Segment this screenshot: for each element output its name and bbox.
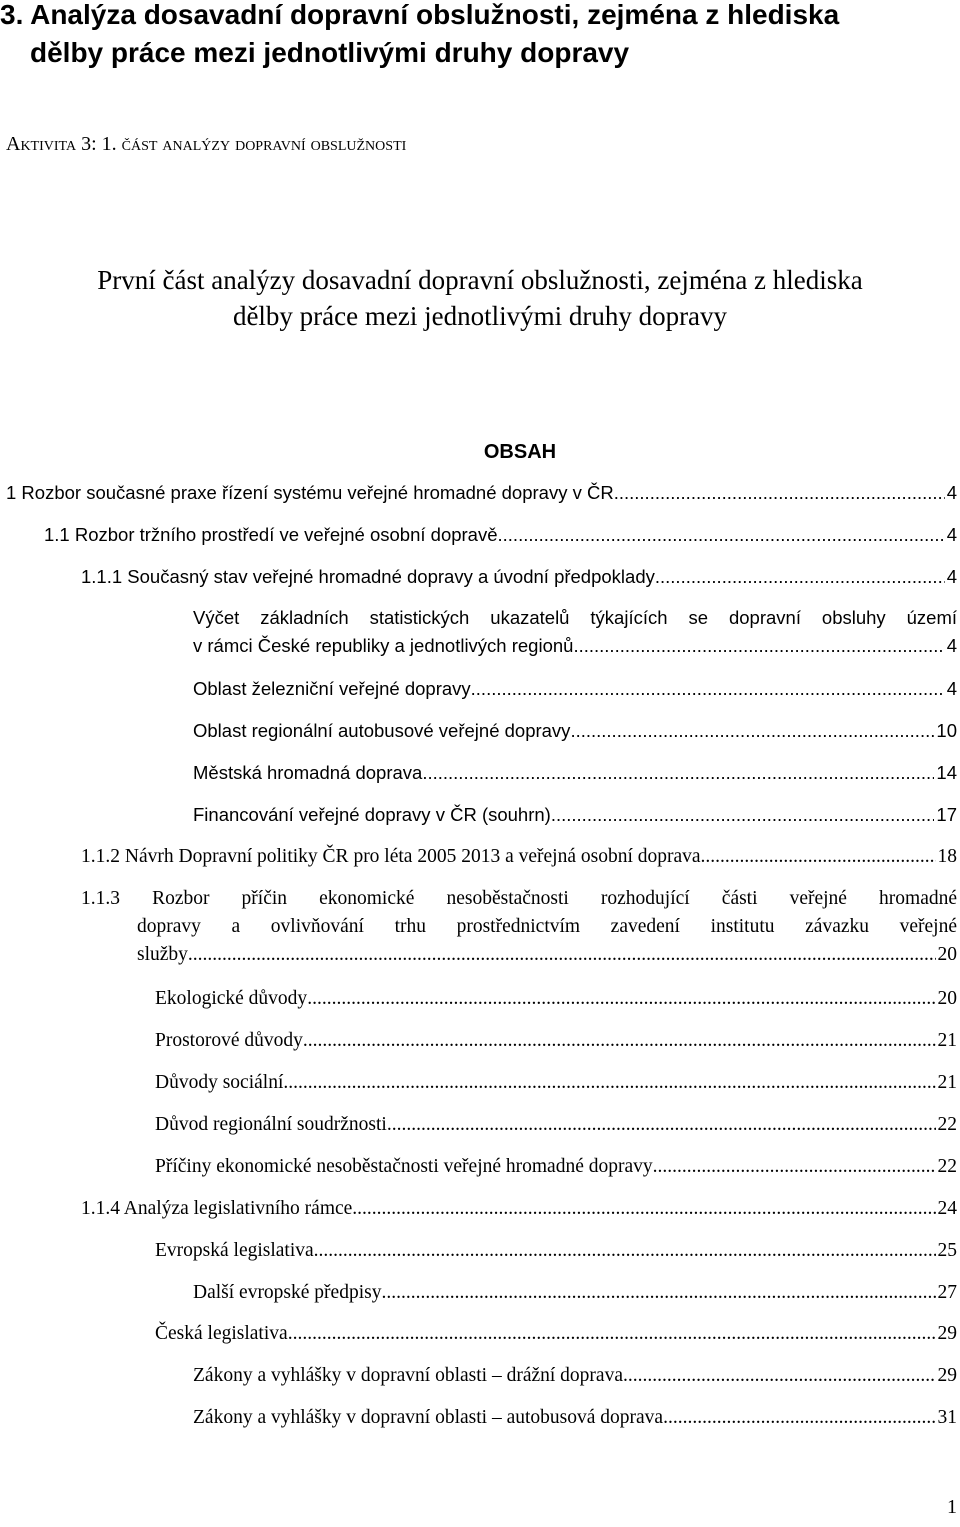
toc-entry[interactable] xyxy=(155,1111,957,1139)
toc-entry-page: 18 xyxy=(937,846,957,867)
toc-entry-text: Příčiny ekonomické nesoběstačnosti veřejné hromadné dopravy xyxy=(155,1156,653,1177)
toc-entry-text: Oblast regionální autobusové veřejné dopravy xyxy=(193,720,571,741)
toc-entry[interactable] xyxy=(81,885,957,969)
toc-entry[interactable] xyxy=(193,675,957,703)
toc-entry-page: 20 xyxy=(937,988,957,1009)
toc-entry-text: Další evropské předpisy xyxy=(193,1282,382,1303)
toc-entry-text: Česká legislativa xyxy=(155,1323,288,1344)
toc-entry-page: 21 xyxy=(937,1072,957,1093)
toc-entry-page: 22 xyxy=(937,1156,957,1177)
toc-entry-text: Evropská legislativa xyxy=(155,1240,314,1261)
toc-entry-page: 21 xyxy=(937,1030,957,1051)
toc-entry[interactable] xyxy=(81,843,957,871)
toc-entry[interactable] xyxy=(44,521,957,549)
toc-entry-page: 24 xyxy=(937,1198,957,1219)
toc-entry-text: Zákony a vyhlášky v dopravní oblasti – drážní doprava xyxy=(193,1365,623,1386)
toc-title: OBSAH xyxy=(483,441,557,463)
toc-entry-text: v rámci České republiky a jednotlivých regionů xyxy=(193,635,574,656)
document-subtitle-line-1: První část analýzy dosavadní dopravní obslužnosti, zejména z hlediska xyxy=(97,265,863,295)
toc-entry[interactable] xyxy=(193,759,957,787)
toc-entry-page: 29 xyxy=(937,1365,957,1386)
toc-entry-text: 1.1 Rozbor tržního prostředí ve veřejné osobní dopravě xyxy=(44,524,498,545)
toc-entry-page: 31 xyxy=(937,1407,957,1428)
toc-entry[interactable] xyxy=(155,985,957,1013)
toc-entry-text: 1.1.1 Současný stav veřejné hromadné dopravy a úvodní předpoklady xyxy=(81,566,655,587)
chapter-heading-line-2: dělby práce mezi jednotlivými druhy dopravy xyxy=(30,37,630,68)
toc-entry-page: 4 xyxy=(946,482,957,503)
toc-entry[interactable] xyxy=(81,563,957,591)
toc-entry[interactable] xyxy=(193,1279,957,1307)
toc-entry-text: 1.1.4 Analýza legislativního rámce xyxy=(81,1198,353,1219)
toc-entry-text: Ekologické důvody xyxy=(155,988,308,1009)
toc-entry[interactable] xyxy=(155,1320,957,1348)
toc-entry[interactable] xyxy=(193,1404,957,1432)
toc-entry[interactable] xyxy=(193,717,957,745)
toc-entry-page: 4 xyxy=(946,524,957,545)
toc-entry-text: Důvod regionální soudržnosti xyxy=(155,1114,387,1135)
toc-entry[interactable] xyxy=(193,801,957,829)
toc-entry-page: 14 xyxy=(936,762,957,783)
chapter-heading-line-1: 3. Analýza dosavadní dopravní obslužnosti, zejména z hlediska xyxy=(0,0,840,30)
toc-entry-page: 4 xyxy=(946,678,957,699)
toc-entry-page: 17 xyxy=(936,804,957,825)
toc-entry-page: 20 xyxy=(937,944,957,965)
toc-entry-text-line-1: 1.1.3 Rozbor příčin ekonomické nesoběstačnosti rozhodující části veřejné hromadné xyxy=(81,888,957,909)
toc-entry-text: Oblast železniční veřejné dopravy xyxy=(193,678,471,699)
toc-entry[interactable] xyxy=(155,1153,957,1181)
toc-entry-text: 1.1.2 Návrh Dopravní politiky ČR pro léta 2005 2013 a veřejná osobní doprava xyxy=(81,846,701,867)
toc-entry-page: 4 xyxy=(946,635,957,656)
toc-entry-text: Prostorové důvody xyxy=(155,1030,303,1051)
toc-entry-text: Městská hromadná doprava xyxy=(193,762,423,783)
toc-entry[interactable] xyxy=(81,1195,957,1223)
toc-entry[interactable] xyxy=(155,1069,957,1097)
toc-entry-page: 27 xyxy=(937,1282,957,1303)
toc-entry-text: 1 Rozbor současné praxe řízení systému veřejné hromadné dopravy v ČR xyxy=(6,482,614,503)
toc-entry-text: služby xyxy=(137,944,188,965)
toc-entry-text: Zákony a vyhlášky v dopravní oblasti – autobusová doprava xyxy=(193,1407,664,1428)
toc-entry[interactable] xyxy=(193,604,957,660)
page-number: 1 xyxy=(947,1496,957,1518)
toc-entry-page: 29 xyxy=(937,1323,957,1344)
toc-entry[interactable] xyxy=(155,1027,957,1055)
document-subtitle-line-2: dělby práce mezi jednotlivými druhy dopravy xyxy=(232,301,728,331)
toc-entry-page: 22 xyxy=(937,1114,957,1135)
toc-entry-page: 25 xyxy=(937,1240,957,1261)
toc-entry-text-line-1: Výčet základních statistických ukazatelů týkajících se dopravní obsluhy území xyxy=(193,607,957,628)
toc-entry-page: 4 xyxy=(946,566,957,587)
toc-entry[interactable] xyxy=(6,479,957,507)
toc-entry-page: 10 xyxy=(936,720,957,741)
toc-entry-text: Důvody sociální xyxy=(155,1072,284,1093)
toc-entry[interactable] xyxy=(155,1237,957,1265)
toc-entry-text-line-2: dopravy a ovlivňování trhu prostřednictvím zavedení institutu závazku veřejné xyxy=(137,916,957,937)
activity-label: Aktivita 3: 1. část analýzy dopravní obslužnosti xyxy=(6,133,407,155)
toc-entry-text: Financování veřejné dopravy v ČR (souhrn) xyxy=(193,804,551,825)
document-subtitle xyxy=(0,262,960,334)
toc-entry[interactable] xyxy=(193,1362,957,1390)
